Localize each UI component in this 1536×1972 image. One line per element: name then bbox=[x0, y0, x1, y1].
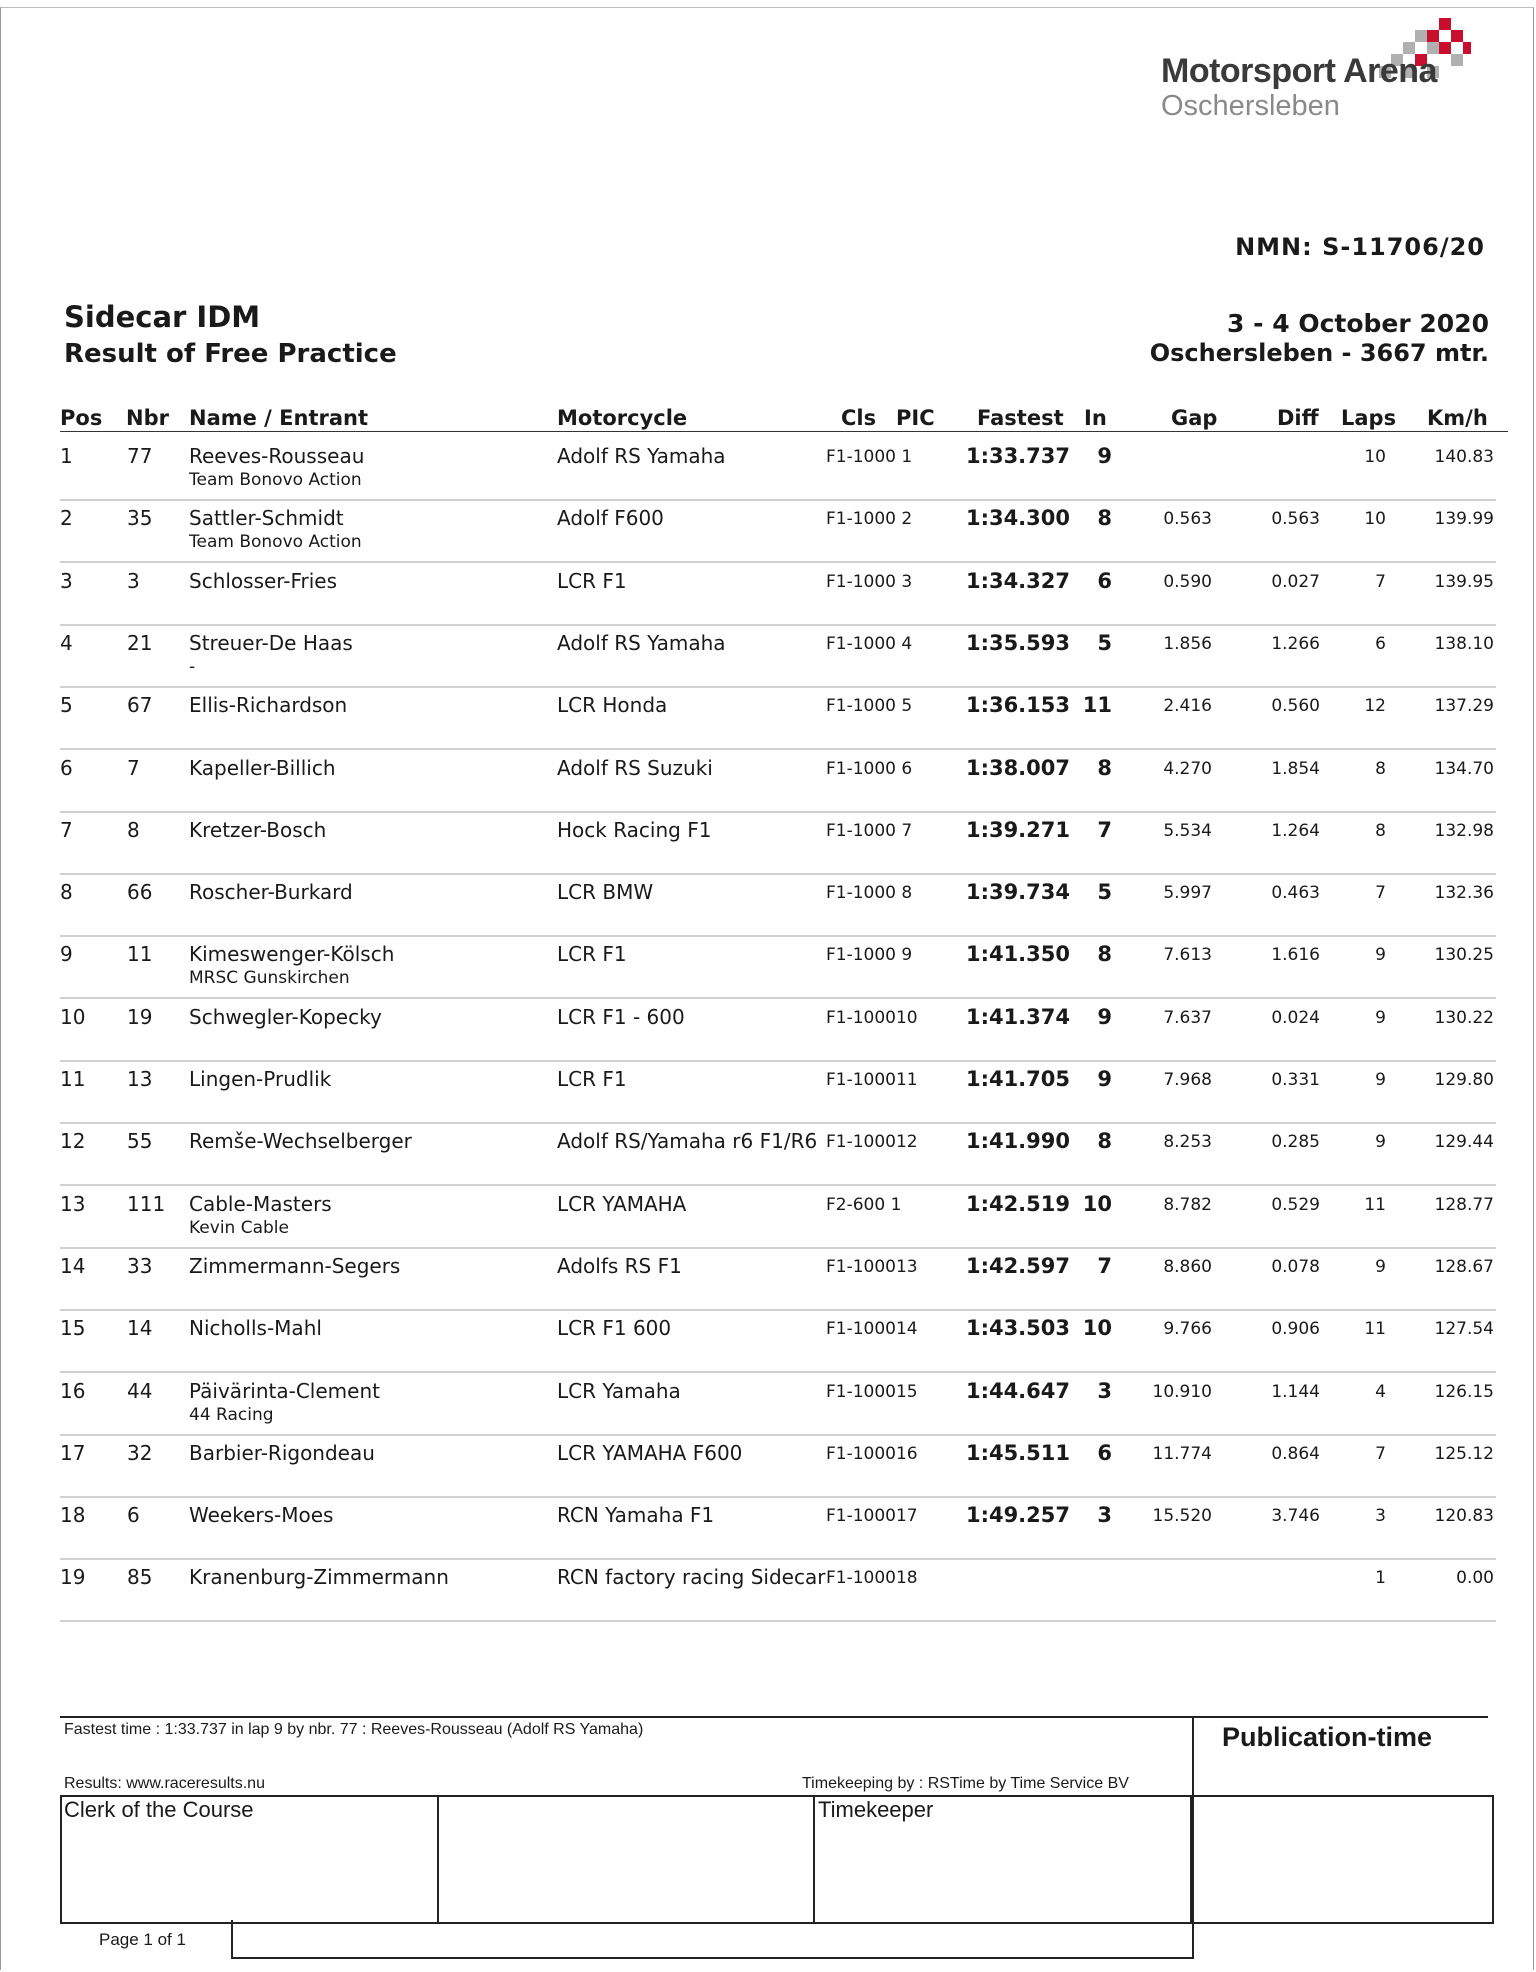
cell-pos: 19 bbox=[60, 1565, 86, 1590]
cell-name: Weekers-Moes bbox=[189, 1503, 334, 1528]
cell-fastest: 1:42.519 bbox=[965, 1191, 1070, 1216]
header-name: Name / Entrant bbox=[189, 406, 369, 430]
cell-cls: F1-1000 9 bbox=[826, 945, 913, 966]
cell-fastest: 1:38.007 bbox=[965, 755, 1070, 780]
cell-fastest: 1:33.737 bbox=[965, 444, 1070, 468]
cell-cls: F2-600 1 bbox=[826, 1194, 902, 1215]
cell-in: 8 bbox=[1097, 506, 1112, 531]
motorsport-arena-logo bbox=[1155, 18, 1475, 128]
cell-kmh: 128.67 bbox=[1434, 1256, 1494, 1277]
cell-kmh: 137.29 bbox=[1434, 696, 1494, 717]
cell-kmh: 138.10 bbox=[1434, 633, 1494, 654]
cell-pos: 5 bbox=[60, 693, 73, 718]
cell-diff: 1.616 bbox=[1271, 945, 1320, 966]
cell-laps: 10 bbox=[1364, 447, 1386, 467]
cell-entrant: - bbox=[189, 656, 196, 677]
cell-laps: 11 bbox=[1364, 1194, 1386, 1215]
header-pic: PIC bbox=[896, 406, 935, 430]
cell-kmh: 132.36 bbox=[1434, 883, 1494, 904]
cell-fastest: 1:42.597 bbox=[965, 1253, 1070, 1278]
cell-kmh: 134.70 bbox=[1434, 758, 1494, 779]
cell-fastest: 1:41.350 bbox=[965, 942, 1070, 967]
cell-fastest: 1:35.593 bbox=[965, 630, 1070, 655]
page-number: Page 1 of 1 bbox=[99, 1930, 186, 1949]
table-row bbox=[0, 1373, 1536, 1435]
header-diff: Diff bbox=[1277, 406, 1319, 430]
table-row bbox=[0, 1248, 1536, 1310]
cell-fastest: 1:39.271 bbox=[965, 817, 1070, 842]
cell-name: Kapeller-Billich bbox=[189, 755, 336, 780]
cell-gap: 8.782 bbox=[1163, 1194, 1212, 1215]
page-title: Sidecar IDM bbox=[64, 300, 261, 334]
table-row bbox=[0, 1123, 1536, 1185]
cell-laps: 3 bbox=[1375, 1506, 1386, 1527]
cell-kmh: 140.83 bbox=[1434, 447, 1494, 467]
cell-diff: 1.264 bbox=[1271, 820, 1320, 841]
cell-diff: 0.285 bbox=[1271, 1132, 1320, 1153]
cell-pos: 11 bbox=[60, 1067, 86, 1091]
cell-fastest: 1:36.153 bbox=[965, 693, 1070, 718]
cell-pos: 10 bbox=[60, 1004, 86, 1029]
table-row bbox=[0, 438, 1536, 500]
cell-laps: 6 bbox=[1375, 633, 1386, 654]
cell-name: Reeves-Rousseau bbox=[189, 444, 365, 468]
cell-cls: F1-1000 2 bbox=[826, 509, 913, 530]
fastest-time-note: Fastest time : 1:33.737 in lap 9 by nbr. 77 : Reeves-Rousseau (Adolf RS Yamaha) bbox=[64, 1721, 644, 1738]
cell-cls: F1-100013 bbox=[826, 1256, 918, 1277]
cell-cls: F1-1000 6 bbox=[826, 758, 913, 779]
cell-kmh: 139.99 bbox=[1434, 509, 1494, 530]
table-row bbox=[0, 874, 1536, 936]
table-row bbox=[0, 1310, 1536, 1372]
results-url: Results: www.raceresults.nu bbox=[64, 1775, 265, 1792]
cell-diff: 1.854 bbox=[1271, 758, 1320, 779]
cell-in: 9 bbox=[1097, 1004, 1112, 1029]
cell-nbr: 3 bbox=[127, 568, 140, 593]
cell-moto: Hock Racing F1 bbox=[557, 817, 712, 842]
cell-moto: Adolf F600 bbox=[557, 506, 664, 531]
cell-kmh: 132.98 bbox=[1434, 820, 1494, 841]
cell-in: 9 bbox=[1097, 444, 1112, 468]
cell-moto: RCN Yamaha F1 bbox=[557, 1503, 715, 1528]
header-divider bbox=[60, 431, 1508, 432]
cell-cls: F1-100017 bbox=[826, 1506, 918, 1527]
cell-fastest: 1:34.327 bbox=[965, 568, 1070, 593]
table-row bbox=[0, 687, 1536, 749]
header-gap: Gap bbox=[1171, 406, 1218, 430]
cell-in: 8 bbox=[1097, 1129, 1112, 1154]
cell-nbr: 19 bbox=[127, 1004, 153, 1029]
cell-nbr: 35 bbox=[127, 506, 153, 531]
cell-moto: LCR F1 600 bbox=[557, 1316, 672, 1341]
publication-time: Publication-time bbox=[1222, 1722, 1433, 1752]
cell-nbr: 66 bbox=[127, 880, 153, 905]
cell-gap: 9.766 bbox=[1163, 1319, 1212, 1340]
cell-gap: 15.520 bbox=[1152, 1506, 1212, 1527]
cell-name: Streuer-De Haas bbox=[189, 630, 353, 655]
cell-moto: LCR BMW bbox=[557, 880, 654, 905]
logo-main-text: Motorsport Arena bbox=[1161, 52, 1437, 90]
cell-gap: 5.997 bbox=[1163, 883, 1212, 904]
clerk-of-course-label: Clerk of the Course bbox=[64, 1797, 254, 1822]
cell-diff: 0.331 bbox=[1271, 1070, 1320, 1090]
cell-laps: 8 bbox=[1375, 758, 1386, 779]
cell-fastest: 1:41.705 bbox=[965, 1067, 1070, 1091]
cell-nbr: 11 bbox=[127, 942, 153, 967]
cell-in: 10 bbox=[1082, 1316, 1112, 1341]
cell-kmh: 139.95 bbox=[1434, 571, 1494, 592]
cell-gap: 7.968 bbox=[1163, 1070, 1212, 1090]
cell-in: 6 bbox=[1097, 1440, 1112, 1465]
cell-nbr: 8 bbox=[127, 817, 140, 842]
header-kmh: Km/h bbox=[1427, 406, 1488, 430]
cell-laps: 9 bbox=[1375, 1256, 1386, 1277]
cell-moto: LCR Honda bbox=[557, 693, 668, 718]
cell-laps: 7 bbox=[1375, 1443, 1386, 1464]
signature-divider-2 bbox=[813, 1795, 815, 1922]
cell-fastest: 1:39.734 bbox=[965, 880, 1070, 905]
cell-name: Barbier-Rigondeau bbox=[189, 1440, 375, 1465]
cell-nbr: 13 bbox=[127, 1067, 153, 1091]
cell-moto: LCR YAMAHA F600 bbox=[557, 1440, 743, 1465]
cell-in: 8 bbox=[1097, 755, 1112, 780]
cell-in: 10 bbox=[1082, 1191, 1112, 1216]
header-in: In bbox=[1084, 406, 1107, 430]
cell-moto: LCR Yamaha bbox=[557, 1378, 681, 1403]
cell-kmh: 130.22 bbox=[1434, 1007, 1494, 1028]
cell-nbr: 77 bbox=[127, 444, 153, 468]
cell-in: 7 bbox=[1097, 1253, 1112, 1278]
cell-nbr: 111 bbox=[127, 1191, 166, 1216]
cell-diff: 1.144 bbox=[1271, 1381, 1320, 1402]
cell-cls: F1-1000 5 bbox=[826, 696, 913, 717]
table-row bbox=[0, 625, 1536, 687]
table-row bbox=[0, 1186, 1536, 1248]
timekeeping-note: Timekeeping by : RSTime by Time Service BV bbox=[802, 1775, 1129, 1792]
cell-name: Lingen-Prudlik bbox=[189, 1067, 332, 1091]
table-row bbox=[0, 1435, 1536, 1497]
cell-cls: F1-1000 3 bbox=[826, 571, 913, 592]
cell-name: Schwegler-Kopecky bbox=[189, 1004, 382, 1029]
cell-moto: Adolf RS Yamaha bbox=[557, 630, 726, 655]
cell-nbr: 44 bbox=[127, 1378, 153, 1403]
table-row bbox=[0, 936, 1536, 998]
cell-in: 5 bbox=[1097, 630, 1112, 655]
cell-fastest: 1:41.990 bbox=[965, 1129, 1070, 1154]
cell-gap: 4.270 bbox=[1163, 758, 1212, 779]
cell-moto: RCN factory racing Sidecar bbox=[557, 1565, 826, 1590]
header-cls: Cls bbox=[841, 406, 877, 430]
cell-fastest: 1:45.511 bbox=[965, 1440, 1070, 1465]
cell-name: Kimeswenger-Kölsch bbox=[189, 942, 395, 967]
cell-fastest: 1:34.300 bbox=[965, 506, 1070, 531]
cell-nbr: 21 bbox=[127, 630, 153, 655]
cell-diff: 0.529 bbox=[1271, 1194, 1320, 1215]
cell-entrant: 44 Racing bbox=[189, 1404, 274, 1425]
footer-top-rule bbox=[60, 1716, 1488, 1718]
cell-pos: 15 bbox=[60, 1316, 86, 1341]
cell-moto: LCR YAMAHA bbox=[557, 1191, 687, 1216]
cell-diff: 0.906 bbox=[1271, 1319, 1320, 1340]
cell-pos: 17 bbox=[60, 1440, 86, 1465]
cell-kmh: 125.12 bbox=[1434, 1443, 1494, 1464]
cell-laps: 10 bbox=[1364, 509, 1386, 530]
row-divider bbox=[60, 1620, 1496, 1622]
cell-in: 3 bbox=[1097, 1503, 1112, 1528]
cell-laps: 11 bbox=[1364, 1319, 1386, 1340]
cell-laps: 9 bbox=[1375, 945, 1386, 966]
cell-gap: 5.534 bbox=[1163, 820, 1212, 841]
cell-kmh: 127.54 bbox=[1434, 1319, 1494, 1340]
cell-kmh: 120.83 bbox=[1434, 1506, 1494, 1527]
cell-pos: 6 bbox=[60, 755, 73, 780]
cell-pos: 9 bbox=[60, 942, 73, 967]
cell-name: Ellis-Richardson bbox=[189, 693, 348, 718]
cell-kmh: 129.44 bbox=[1434, 1132, 1494, 1153]
cell-diff: 0.078 bbox=[1271, 1256, 1320, 1277]
cell-name: Sattler-Schmidt bbox=[189, 506, 344, 531]
cell-cls: F1-100018 bbox=[826, 1568, 918, 1589]
cell-laps: 7 bbox=[1375, 883, 1386, 904]
cell-name: Päivärinta-Clement bbox=[189, 1378, 380, 1403]
table-row bbox=[0, 1497, 1536, 1559]
cell-name: Schlosser-Fries bbox=[189, 568, 338, 593]
cell-nbr: 33 bbox=[127, 1253, 153, 1278]
page-subtitle: Result of Free Practice bbox=[64, 339, 397, 369]
cell-pos: 3 bbox=[60, 568, 73, 593]
cell-cls: F1-1000 1 bbox=[826, 447, 913, 467]
cell-cls: F1-1000 8 bbox=[826, 883, 913, 904]
cell-diff: 1.266 bbox=[1271, 633, 1320, 654]
cell-nbr: 6 bbox=[127, 1503, 140, 1528]
cell-gap: 8.860 bbox=[1163, 1256, 1212, 1277]
cell-in: 6 bbox=[1097, 568, 1112, 593]
cell-name: Zimmermann-Segers bbox=[189, 1253, 401, 1278]
cell-moto: Adolf RS/Yamaha r6 F1/R6 bbox=[557, 1129, 818, 1154]
cell-pos: 4 bbox=[60, 630, 73, 655]
cell-in: 3 bbox=[1097, 1378, 1112, 1403]
cell-kmh: 0.00 bbox=[1456, 1568, 1494, 1589]
cell-moto: LCR F1 bbox=[557, 1067, 627, 1091]
cell-moto: LCR F1 bbox=[557, 568, 627, 593]
cell-moto: Adolf RS Suzuki bbox=[557, 755, 713, 780]
cell-diff: 0.027 bbox=[1271, 571, 1320, 592]
header-motorcycle: Motorcycle bbox=[557, 406, 688, 430]
cell-diff: 0.560 bbox=[1271, 696, 1320, 717]
cell-name: Cable-Masters bbox=[189, 1191, 332, 1216]
signature-divider-1 bbox=[437, 1795, 439, 1922]
cell-name: Remše-Wechselberger bbox=[189, 1129, 412, 1154]
cell-pos: 7 bbox=[60, 817, 73, 842]
cell-diff: 0.024 bbox=[1271, 1007, 1320, 1028]
cell-in: 11 bbox=[1082, 693, 1112, 718]
header-pos: Pos bbox=[60, 406, 103, 430]
signature-divider-3 bbox=[1190, 1795, 1192, 1922]
cell-moto: Adolfs RS F1 bbox=[557, 1253, 682, 1278]
cell-in: 9 bbox=[1097, 1067, 1112, 1091]
cell-moto: Adolf RS Yamaha bbox=[557, 444, 726, 468]
cell-name: Kretzer-Bosch bbox=[189, 817, 327, 842]
cell-name: Nicholls-Mahl bbox=[189, 1316, 322, 1341]
cell-kmh: 130.25 bbox=[1434, 945, 1494, 966]
table-row bbox=[0, 999, 1536, 1061]
table-row bbox=[0, 1559, 1536, 1621]
cell-pos: 1 bbox=[60, 444, 73, 468]
cell-pos: 14 bbox=[60, 1253, 86, 1278]
cell-laps: 9 bbox=[1375, 1070, 1386, 1090]
cell-diff: 0.463 bbox=[1271, 883, 1320, 904]
cell-cls: F1-100011 bbox=[826, 1070, 918, 1090]
cell-gap: 2.416 bbox=[1163, 696, 1212, 717]
cell-cls: F1-100016 bbox=[826, 1443, 918, 1464]
cell-nbr: 14 bbox=[127, 1316, 153, 1341]
table-row bbox=[0, 812, 1536, 874]
cell-laps: 4 bbox=[1375, 1381, 1386, 1402]
cell-laps: 12 bbox=[1364, 696, 1386, 717]
cell-laps: 9 bbox=[1375, 1132, 1386, 1153]
cell-fastest: 1:41.374 bbox=[965, 1004, 1070, 1029]
cell-cls: F1-1000 4 bbox=[826, 633, 913, 654]
cell-pos: 8 bbox=[60, 880, 73, 905]
logo-sub-text: Oschersleben bbox=[1161, 90, 1340, 122]
cell-pos: 13 bbox=[60, 1191, 86, 1216]
cell-in: 5 bbox=[1097, 880, 1112, 905]
cell-pos: 16 bbox=[60, 1378, 86, 1403]
table-row bbox=[0, 1061, 1536, 1123]
cell-pos: 2 bbox=[60, 506, 73, 531]
cell-cls: F1-1000 7 bbox=[826, 820, 913, 841]
cell-nbr: 7 bbox=[127, 755, 140, 780]
cell-gap: 7.613 bbox=[1163, 945, 1212, 966]
cell-gap: 10.910 bbox=[1152, 1381, 1212, 1402]
cell-gap: 1.856 bbox=[1163, 633, 1212, 654]
event-venue: Oschersleben - 3667 mtr. bbox=[1149, 339, 1489, 367]
table-row bbox=[0, 750, 1536, 812]
cell-diff: 0.563 bbox=[1271, 509, 1320, 530]
cell-fastest: 1:49.257 bbox=[965, 1503, 1070, 1528]
cell-diff: 3.746 bbox=[1271, 1506, 1320, 1527]
cell-laps: 7 bbox=[1375, 571, 1386, 592]
header-nbr: Nbr bbox=[126, 406, 169, 430]
timekeeper-label: Timekeeper bbox=[818, 1797, 934, 1822]
nmn-number: NMN: S-11706/20 bbox=[1235, 233, 1485, 261]
header-fastest: Fastest bbox=[977, 406, 1064, 430]
cell-pos: 18 bbox=[60, 1503, 86, 1528]
cell-in: 8 bbox=[1097, 942, 1112, 967]
event-date: 3 - 4 October 2020 bbox=[1227, 309, 1489, 338]
table-row bbox=[0, 500, 1536, 562]
cell-nbr: 67 bbox=[127, 693, 153, 718]
cell-kmh: 128.77 bbox=[1434, 1194, 1494, 1215]
cell-gap: 7.637 bbox=[1163, 1007, 1212, 1028]
header-laps: Laps bbox=[1341, 406, 1397, 430]
cell-entrant: Team Bonovo Action bbox=[189, 532, 362, 553]
cell-cls: F1-100010 bbox=[826, 1007, 918, 1028]
footer-bottom-rule bbox=[231, 1957, 1192, 1959]
signature-box bbox=[60, 1795, 1494, 1924]
cell-in: 7 bbox=[1097, 817, 1112, 842]
cell-cls: F1-100014 bbox=[826, 1319, 918, 1340]
cell-gap: 11.774 bbox=[1152, 1443, 1212, 1464]
cell-laps: 9 bbox=[1375, 1007, 1386, 1028]
cell-kmh: 126.15 bbox=[1434, 1381, 1494, 1402]
cell-nbr: 32 bbox=[127, 1440, 153, 1465]
cell-diff: 0.864 bbox=[1271, 1443, 1320, 1464]
table-row bbox=[0, 563, 1536, 625]
cell-fastest: 1:44.647 bbox=[965, 1378, 1070, 1403]
cell-gap: 0.590 bbox=[1163, 571, 1212, 592]
cell-entrant: Kevin Cable bbox=[189, 1217, 289, 1238]
cell-pos: 12 bbox=[60, 1129, 86, 1154]
cell-nbr: 55 bbox=[127, 1129, 153, 1154]
cell-kmh: 129.80 bbox=[1434, 1070, 1494, 1090]
cell-laps: 8 bbox=[1375, 820, 1386, 841]
cell-gap: 0.563 bbox=[1163, 509, 1212, 530]
cell-cls: F1-100012 bbox=[826, 1132, 918, 1153]
cell-laps: 1 bbox=[1375, 1568, 1386, 1589]
cell-fastest: 1:43.503 bbox=[965, 1316, 1070, 1341]
cell-nbr: 85 bbox=[127, 1565, 153, 1590]
cell-moto: LCR F1 bbox=[557, 942, 627, 967]
cell-name: Roscher-Burkard bbox=[189, 880, 353, 905]
cell-cls: F1-100015 bbox=[826, 1381, 918, 1402]
cell-entrant: Team Bonovo Action bbox=[189, 470, 362, 490]
cell-moto: LCR F1 - 600 bbox=[557, 1004, 685, 1029]
cell-entrant: MRSC Gunskirchen bbox=[189, 968, 350, 989]
cell-name: Kranenburg-Zimmermann bbox=[189, 1565, 449, 1590]
cell-gap: 8.253 bbox=[1163, 1132, 1212, 1153]
